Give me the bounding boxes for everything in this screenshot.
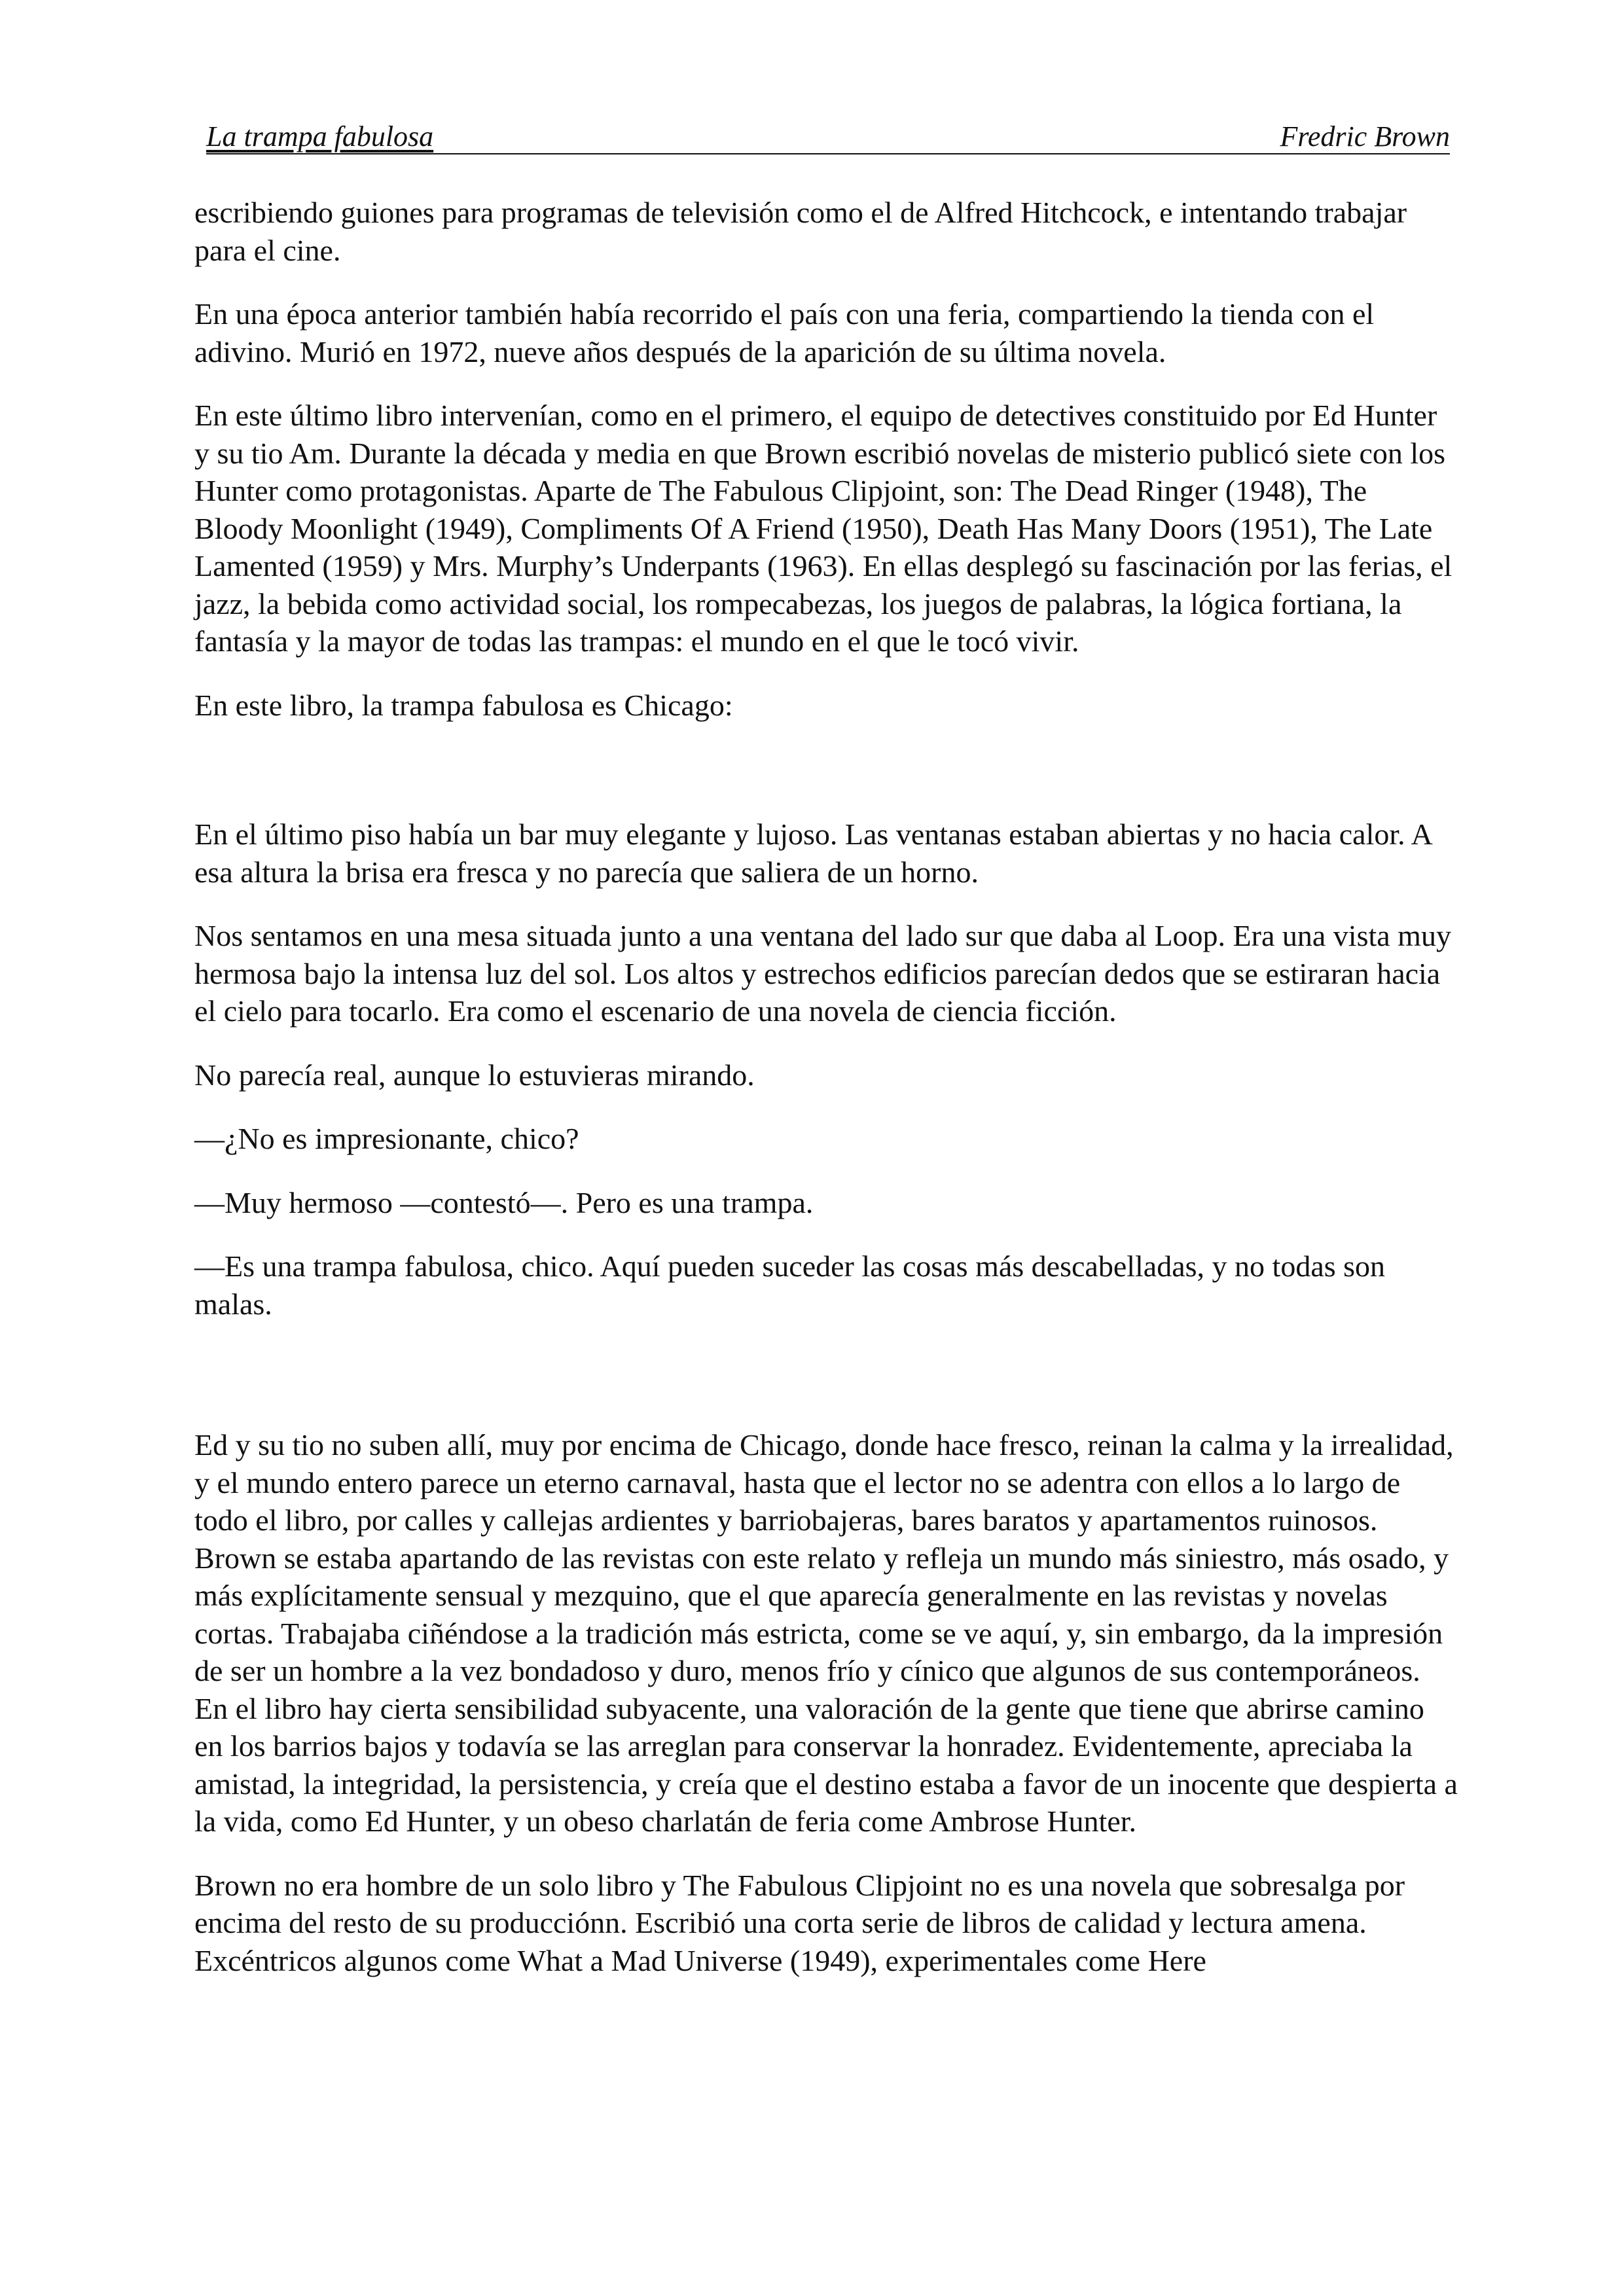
paragraph: En una época anterior también había recorrido el país con una feria, compartiendo la tienda con el adivino. Murió en 1972, nueve años después de la aparición de su última novela. <box>194 297 1375 368</box>
quote-paragraph: En el último piso había un bar muy elegante y lujoso. Las ventanas estaban abiertas y no hacia calor. A esa altura la brisa era fresca y no parecía que saliera de un horno. <box>194 817 1432 889</box>
section-gap <box>194 750 1458 816</box>
paragraph: En este libro, la trampa fabulosa es Chicago: <box>194 688 733 722</box>
header-book-title: La trampa fabulosa <box>206 120 434 152</box>
paragraph: Brown no era hombre de un solo libro y The Fabulous Clipjoint no es una novela que sobresalga por encima del resto de su producciónn. Escribió una corta serie de libros de calidad y lectura amena. Excéntricos algunos come What a Mad Universe (1949), experimentales come Here <box>194 1868 1405 1977</box>
dialogue-line: —Es una trampa fabulosa, chico. Aquí pueden suceder las cosas más descabelladas, y no todas son malas. <box>194 1249 1386 1321</box>
paragraph: En este último libro intervenían, como en el primero, el equipo de detectives constituido por Ed Hunter y su tio Am. Durante la década y media en que Brown escribió novelas de misterio publicó siete con los Hunter como protagonistas. Aparte de The Fabulous Clipjoint, son: The Dead Ringer (1948), The Bloody Moonlight (1949), Compliments Of A Friend (1950), Death Has Many Doors (1951), The Late Lamented (1959) y Mrs. Murphy’s Underpants (1963). En ellas desplegó su fascinación por las ferias, el jazz, la bebida como actividad social, los rompecabezas, los juegos de palabras, la lógica fortiana, la fantasía y la mayor de todas las trampas: el mundo en el que le tocó vivir. <box>194 399 1453 658</box>
dialogue-line: —¿No es impresionante, chico? <box>194 1122 579 1155</box>
paragraph: Ed y su tio no suben allí, muy por encima de Chicago, donde hace fresco, reinan la calma y la irrealidad, y el mundo entero parece un eterno carnaval, hasta que el lector no se adentra con ellos a lo largo de todo el libro, por calles y callejas ardientes y barriobajeras, bares baratos y apartamentos ruinosos. Brown se estaba apartando de las revistas con este relato y refleja un mundo más siniestro, más osado, y más explícitamente sensual y mezquino, que el que aparecía generalmente en las revistas y novelas cortas. Trabajaba ciñéndose a la tradición más estricta, come se ve aquí, y, sin embargo, da la impresión de ser un hombre a la vez bondadoso y duro, menos frío y cínico que algunos de sus contemporáneos. En el libro hay cierta sensibilidad subyacente, una valoración de la gente que tiene que abrirse camino en los barrios bajos y todavía se las arreglan para conservar la honradez. Evidentemente, apreciaba la amistad, la integridad, la persistencia, y creía que el destino estaba a favor de un inocente que despierta a la vida, como Ed Hunter, y un obeso charlatán de feria come Ambrose Hunter. <box>194 1428 1458 1838</box>
header-author: Fredric Brown <box>1280 120 1450 152</box>
quote-paragraph: No parecía real, aunque lo estuvieras mirando. <box>194 1058 755 1092</box>
dialogue-line: —Muy hermoso —contestó—. Pero es una trampa. <box>194 1185 814 1219</box>
section-gap <box>194 1349 1458 1426</box>
page-header <box>206 113 1450 154</box>
page-body <box>194 194 1458 2005</box>
quote-paragraph: Nos sentamos en una mesa situada junto a una ventana del lado sur que daba al Loop. Era una vista muy hermosa bajo la intensa luz del sol. Los altos y estrechos edificios parecían dedos que se estiraran hacia el cielo para tocarlo. Era como el escenario de una novela de ciencia ficción. <box>194 919 1451 1028</box>
paragraph: escribiendo guiones para programas de televisión como el de Alfred Hitchcock, e intentando trabajar para el cine. <box>194 196 1407 267</box>
